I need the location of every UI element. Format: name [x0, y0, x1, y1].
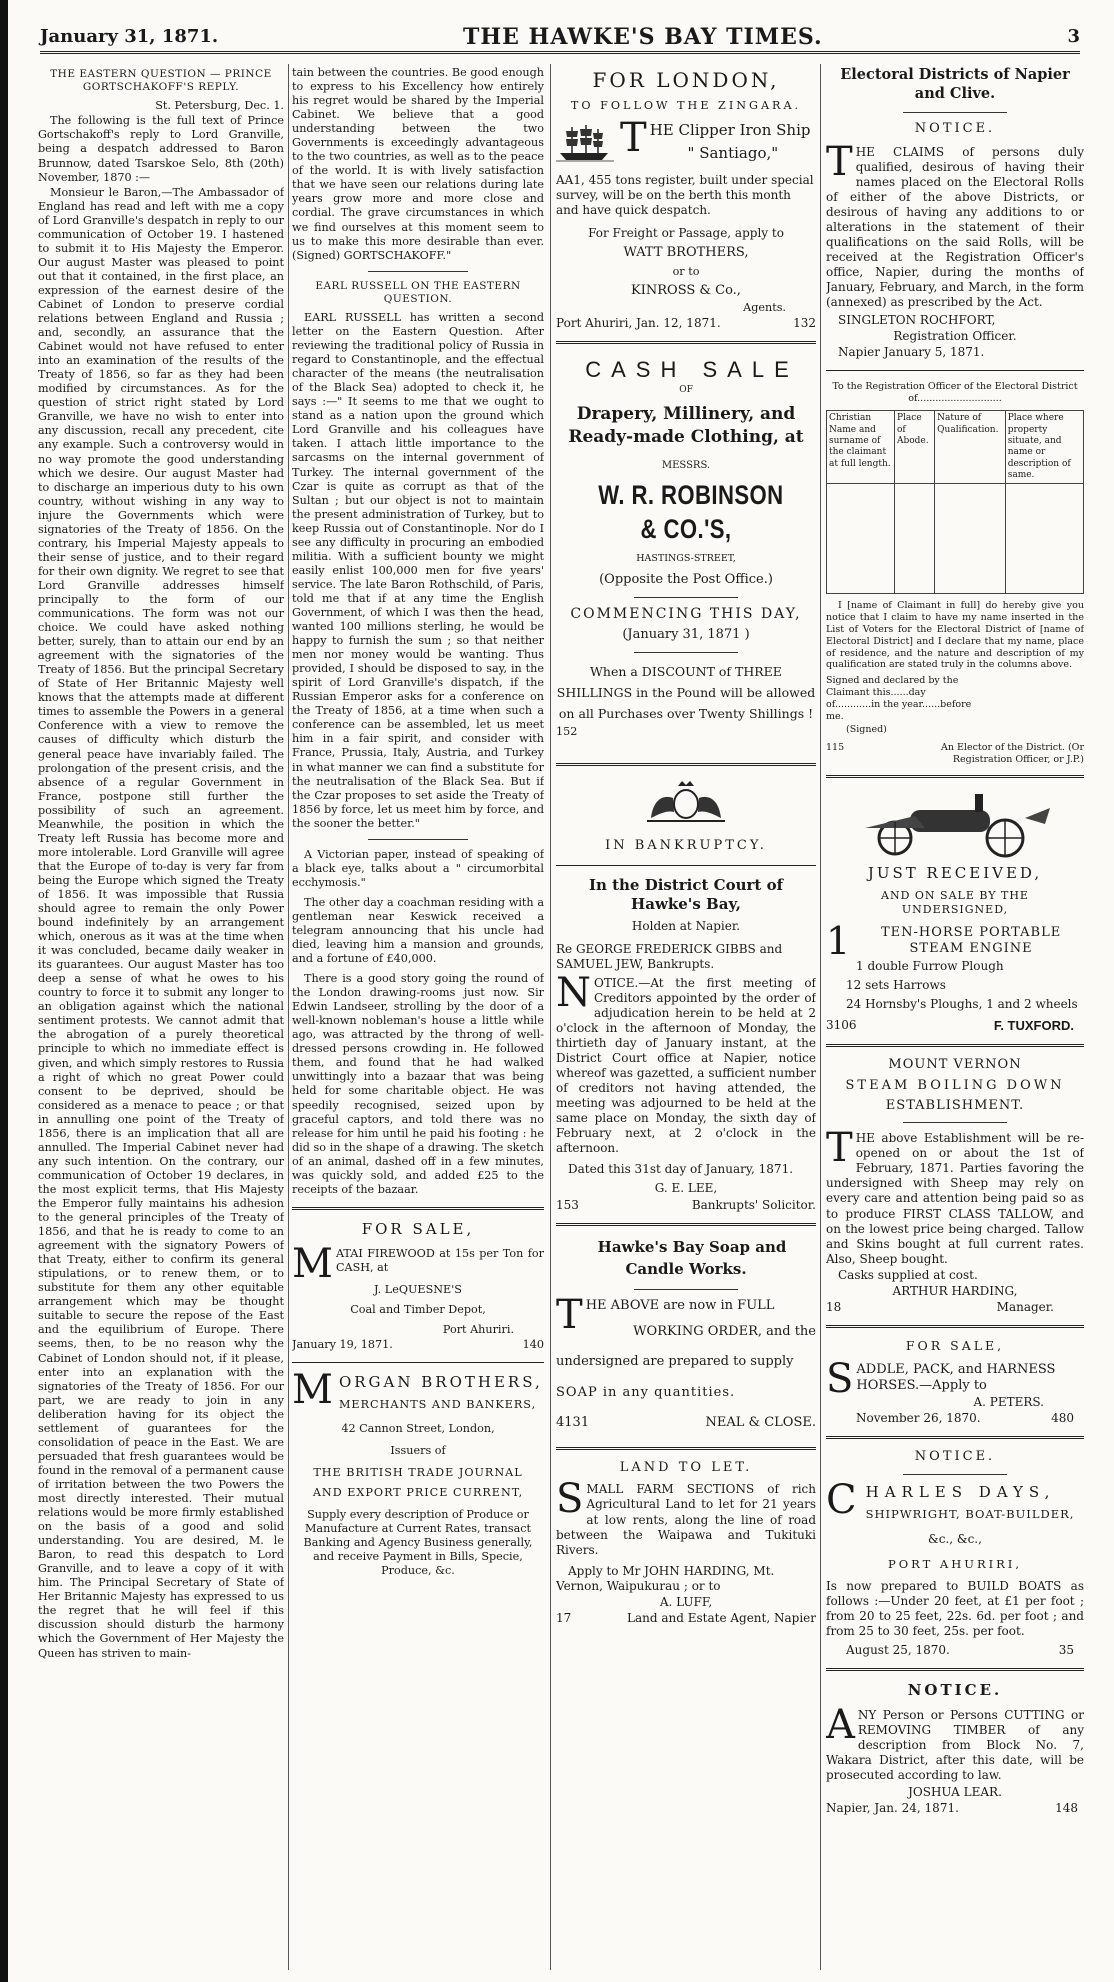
article-paragraph: EARL RUSSELL has written a second letter on the Eastern Question. After reviewing the traditional policy of Russia in regard to Constantinople, and the effectual character of the means (the neutralisation of the Black Sea) adopted to check it, he says :—" It seems to me that we ought to stand as a nation upon the ground which Lord Granville and his colleagues have taken. I attach little importance to the sarcasms on the internal government of Turkey. The internal government of the Czar is quite as corrupt as that of the Sultan ; but our object is not to maintain the present administration of Turkey, but to keep Russia out of Constantinople. Nor do I see any difficulty in procuring an embodied militia. With a sufficient bounty we might easily enlist 100,000 men for five years' service. The late Baron Rothschild, of Paris, told me that if at any time the English Government, of which I was then the head, wanted 100 millions sterling, he would be happy to furnish the sum ; so that neither men nor money would be wanting. Thus provided, I should be disposed to say, in the spirit of Lord Granville's dispatch, if the Russian Emperor asks for a conference on the Treaty of 1856, at a time when such a conference can be assembled, let us meet him in a fair spirit, and consider with France, Prussia, Italy, Austria, and Turkey in what manner we can find a substitute for the neutralisation of the Black Sea. But if the Czar proposes to set aside the Treaty of 1856 by force, let us meet him by force, and the sooner the better." [292, 311, 544, 830]
divider [826, 775, 1084, 778]
ad-number: 148 [1055, 1800, 1078, 1815]
drop-cap: C [826, 1476, 863, 1523]
ad-body [826, 1125, 1084, 1266]
ad-line: &c., &c., [928, 1531, 982, 1546]
drop-cap: T [826, 1125, 853, 1172]
ad-number: 3106 [826, 1018, 857, 1033]
divider [826, 1668, 1084, 1671]
ad-line: Issuers of [390, 1443, 446, 1457]
divider [903, 112, 1006, 113]
ad-date: August 25, 1870. [846, 1643, 950, 1658]
ad-number: 17 [556, 1610, 572, 1625]
form-text: I [name of Claimant in full] do hereby give you notice that I claim to have my name inserted in the List of Voters for the Electoral District of [name of Electoral District] and I declare that my name, place of residence, and the nature and description of my qualification are stated truly in the columns above. [826, 600, 1084, 671]
ad-line: Holden at Napier. [631, 918, 741, 933]
ad-footer [556, 1415, 816, 1431]
divider [634, 652, 738, 653]
ad-line: JOSHUA LEAR. [908, 1784, 1002, 1799]
ad-date: Port Ahuriri, Jan. 12, 1871. [556, 315, 721, 330]
divider [292, 1207, 544, 1210]
drop-cap: T [620, 115, 647, 162]
column-1 [38, 66, 284, 1970]
divider [826, 370, 1084, 371]
ad-body [292, 1240, 544, 1287]
ad-text: F. TUXFORD. [993, 1018, 1074, 1034]
ad-line: 12 sets Harrows [846, 977, 946, 992]
shop-name: W. R. ROBINSON & CO.'S, [598, 479, 784, 544]
drop-cap: T [556, 1291, 583, 1338]
column-divider [288, 64, 289, 1970]
ad-text: OTICE.—At the first meeting of Creditors appointed by the order of adjudication herein to be held at 2 o'clock in the afternoon of Monday, the thirtieth day of January instant, at the District Court office at Napier, notice whereof was gazetted, a sufficient number of creditors not having attended, the meeting was adjourned to be held at the same place on Monday, the sixth day of February next, at 2 o'clock in the afternoon. [556, 975, 816, 1156]
ad-line: SINGLETON ROCHFORT, [838, 312, 996, 327]
ad-line: Dated this 31st day of January, 1871. [568, 1162, 794, 1177]
table-cell [935, 484, 1006, 594]
ad-heading: STEAM BOILING DOWN [845, 1077, 1065, 1093]
article-paragraph: Monsieur le Baron,—The Ambassador of England has read and left with me a copy of Lord Granville's despatch in reply to our communication of October 19. I hastened to submit it to His Majesty the Emperor. Our august Master was pleased to point out that it contained, in the first place, an expression of the earnest desire of the Cabinet of London to preserve cordial relations between England and Russia ; and, secondly, an assurance that the Cabinet would not have refused to enter into an examination of the results of the Treaty of 1856, so far as they had been modified by circumstances. As for the question of strict right stated by Lord Granville, we have no wish to enter into any discussion, recall any precedent, cite any example. Such a controversy would in no way promote the good understanding which we desire. Our august Master had to discharge an imperious duty to his own country, without wishing in any way to injure the Governments which were signatories of the Treaty of 1856. On the contrary, his Imperial Majesty appeals to their sense of justice, and to their regard for their own dignity. We regret to see that Lord Granville addresses himself principally to the form of our communications. The form was not our choice. We could have asked nothing better, surely, than to attain our end by an agreement with the signatories of the Treaty of 1856. But the principal Secretary of State of Her Britannic Majesty well knows that the attempts made at different times to assemble the Powers in a general Conference with a view to remove the causes of difficulty which disturb the general peace have invariably failed. The prolongation of the present crisis, and the absence of a regular Government in France, postpone still further the possibility of such an agreement. Meanwhile, the position in which the Treaty left Russia has become more and more intolerable. Lord Granville will agree that the Europe of to-day is very far from being the Europe which signed the Treaty of 1856. It was impossible that Russia should agree to remain the only Power bound indefinitely by an arrangement which, onerous as it was at the time when it was concluded, became daily weaker in its guarantees. Our august Master has too deep a sense of what he owes to his country to force it to submit any longer to an obligation against which the national sentiment protests. We cannot admit that the abrogation of a purely theoretical principle to which no immediate effect is given, and which simply restores to Russia a right of which no great Power could consent to be deprived, should be considered as a menace to peace ; or that in annulling one point of the Treaty of 1856, there is an implication that all are annulled. The Imperial Cabinet never had any such intention. On the contrary, our communication of October 19 declares, in the most explicit terms, that His Majesty the Emperor fully maintains his adhesion to the general principles of the Treaty of 1856, and that he is ready to come to an agreement with the signatory Powers of that Treaty, either to confirm its general stipulations, or to renew them, or to substitute for them any other equitable arrangement which may be thought suitable to secure the repose of the East and the equilibrium of Europe. There seems, then, to be no reason why the Cabinet of London should not, if it please, enter into an explanation with the signatories of the Treaty of 1856. For our part, we are ready to join in any deliberation having for its object the settlement of guarantees for the consolidation of peace in the East. We are persuaded that fresh guarantees would be found in the removal of a permanent cause of irritation between the two Powers the most directly interested. Their mutual relations would be more firmly established on the basis of a good and solid understanding. You are desired, M. le Baron, to read this despatch to Lord Granville, and to leave a copy of it with him. The Principal Secretary of State of Her Britannic Majesty has expressed to us the regret that he will feel if this discussion should disturb the harmony which the Government of Her Majesty the Queen has striven to main- [38, 185, 284, 1660]
ad-line: 42 Cannon Street, London, [341, 1421, 495, 1435]
ad-text: HE Clipper Iron Ship [649, 121, 811, 140]
column-4 [826, 66, 1084, 1970]
ad-text: ADDLE, PACK, and HARNESS HORSES.—Apply to [856, 1361, 1056, 1393]
ad-number: 18 [826, 1299, 842, 1314]
table-header: Christian Name and surname of the claimant at full length. [827, 411, 895, 484]
ad-body [826, 1702, 1084, 1783]
ad-body: Is now prepared to BUILD BOATS as follows :—Under 20 feet, at £1 per foot ; from 20 to 25 feet, 22s. 6d. per foot ; and from 25 to 30 feet, 25s. per foot. [826, 1579, 1084, 1639]
table-cell [894, 484, 934, 594]
drop-cap: T [826, 139, 853, 185]
divider [556, 341, 816, 344]
ad-number: 153 [556, 1197, 579, 1212]
ad-line: Re GEORGE FREDERICK GIBBS and SAMUEL JEW, Bankrupts. [556, 941, 783, 971]
divider [826, 1325, 1084, 1328]
divider [826, 1436, 1084, 1439]
news-item: The other day a coachman residing with a gentleman near Keswick received a telegram announcing that his uncle had died, leaving him a mansion and grounds, and a fortune of £40,000. [292, 895, 544, 966]
ad-line: COMMENCING THIS DAY, [570, 605, 802, 622]
ad-date: January 19, 1871. [292, 1337, 393, 1351]
divider [368, 839, 469, 840]
divider [556, 1447, 816, 1450]
ad-heading: NOTICE. [914, 120, 996, 136]
ad-line: Coal and Timber Depot, [350, 1302, 486, 1316]
ad-line: Casks supplied at cost. [838, 1267, 978, 1282]
ad-line: HASTINGS-STREET, [636, 552, 736, 564]
ad-text: Bankrupts' Solicitor. [691, 1197, 816, 1212]
ad-text: MALL FARM SECTIONS of rich Agricultural Land to let for 21 years at low rents, along the line of road between the Waipawa and Tukituki Rivers. [556, 1482, 816, 1557]
ad-line: 24 Hornsby's Ploughs, 1 and 2 wheels [846, 996, 1078, 1011]
drop-cap: S [556, 1476, 584, 1523]
ad-line: A. PETERS. [973, 1395, 1044, 1410]
ad-text: TEN-HORSE PORTABLE STEAM ENGINE [880, 924, 1062, 957]
ad-heading: Electoral Districts of Napier and Clive. [840, 66, 1070, 102]
ad-text: HE CLAIMS of persons duly qualified, desirous of having their names placed on the Electoral Rolls of either of the above Districts, or desirous of having any additions to or alterations in the statement of their qualifications on the said Rolls, will be received at the Registration Officer's office, Napier, during the months of January, February, and March, in the form (annexed) as prescribed by the Act. [826, 145, 1084, 310]
ad-heading: FOR LONDON, [592, 68, 780, 92]
ad-heading: MOUNT VERNON [888, 1057, 1022, 1073]
article-heading: EARL RUSSELL ON THE EASTERN QUESTION. [315, 279, 521, 305]
ad-line: ARTHUR HARDING, [892, 1283, 1018, 1298]
form-heading: To the Registration Officer of the Electoral District of............................ [832, 380, 1078, 404]
ad-text: HE above Establishment will be re-opened on or about the 1st of February, 1871. Parties favoring the undersigned with Sheep may rely on every care and attention being paid so as to produce FIRST CLASS TALLOW, and on the lowest price being charged. Tallow and Skins bought at full current rates. Also, Sheep bought. [826, 1131, 1084, 1266]
divider [556, 1223, 816, 1226]
ad-line: undersigned are prepared to supply [556, 1354, 794, 1370]
ad-body: AA1, 455 tons register, built under special survey, will be on the berth this month and have quick despatch. [556, 172, 814, 217]
ad-text: NY Person or Persons CUTTING or REMOVING TIMBER of any description from Block No. 7, Wakara District, after this date, will be prosecuted according to law. [826, 1708, 1084, 1783]
steam-engine-icon [855, 788, 1055, 858]
ad-footer [826, 1411, 1084, 1426]
ad-line: (Opposite the Post Office.) [599, 572, 773, 588]
ad-line: Apply to Mr JOHN HARDING, Mt. Vernon, Waipukurau ; or to [556, 1563, 775, 1593]
ad-line: Supply every description of Produce or Manufacture at Current Rates, transact Banking and Agency Business generally, and receive Payment in Bills, Specie, Produce, &c. [303, 1508, 533, 1578]
ad-footer [556, 1611, 816, 1626]
ad-heading: NOTICE. [914, 1449, 996, 1465]
divider [634, 597, 738, 598]
ad-line: WATT BROTHERS, [623, 244, 749, 260]
ad-text: HE ABOVE are now in FULL [585, 1297, 775, 1313]
table-header: Place of Abode. [894, 411, 934, 484]
divider [903, 1122, 1006, 1123]
ad-line: PORT AHURIRI, [887, 1556, 1023, 1571]
ad-heading: LAND TO LET. [619, 1460, 753, 1476]
drop-cap: M [292, 1240, 333, 1287]
ad-text: HARLES DAYS, [865, 1482, 1056, 1501]
ad-text: ORGAN BROTHERS, [338, 1372, 543, 1391]
ad-line: J. LeQUESNE'S [374, 1282, 462, 1296]
engine-line [826, 918, 1084, 963]
ad-text: ATAI FIREWOOD at 15s per Ton for CASH, at [335, 1246, 544, 1274]
news-item: There is a good story going the round of the London drawing-rooms just now. Sir Edwin Landseer, strolling by the door of a well-known nobleman's house a little while ago, was attracted by the throng of well-dressed persons crowding in. He followed them, and found that he had walked unwittingly into a bazaar that was being held for some charitable object. He was speedily recognised, seized upon by graceful captors, and told there was no release for him until he paid his footing : he did so in the shape of a drawing. The sketch of an animal, dashed off in a few minutes, was quickly sold, and added £25 to the receipts of the bazaar. [292, 972, 544, 1196]
ad-line: (January 31, 1871 ) [622, 627, 750, 643]
ad-number: 4131 [556, 1414, 590, 1430]
ad-text: Manager. [996, 1299, 1054, 1314]
ad-line: For Freight or Passage, apply to [588, 225, 784, 240]
ad-line: or to [672, 265, 700, 279]
ad-line: KINROSS & Co., [631, 283, 741, 299]
article-heading: THE EASTERN QUESTION — PRINCE GORTSCHAKOFF'S REPLY. [50, 68, 272, 94]
ad-line: SOAP in any quantities. [556, 1384, 736, 1400]
ad-line: Agents. [743, 300, 786, 314]
ad-date: Napier, Jan. 24, 1871. [826, 1800, 959, 1815]
ad-footer [556, 316, 816, 331]
ad-heading: CASH SALE [585, 356, 799, 382]
divider [903, 1474, 1006, 1475]
masthead-title: THE HAWKE'S BAY TIMES. [462, 23, 823, 50]
table-cell [1005, 484, 1083, 594]
ad-footer [826, 1643, 1084, 1658]
ad-line: G. E. LEE, [654, 1181, 718, 1196]
page-number: 3 [1067, 26, 1080, 47]
ad-heading: FOR SALE, [361, 1219, 475, 1238]
ship-icon [556, 123, 614, 163]
ad-heading: Hawke's Bay Soap and Candle Works. [597, 1237, 787, 1279]
ad-line: Napier January 5, 1871. [838, 344, 985, 359]
ad-number: 132 [793, 315, 816, 330]
ad-line: THE BRITISH TRADE JOURNAL [313, 1465, 523, 1479]
table-header: Nature of Qualification. [935, 411, 1006, 484]
masthead-date: January 31, 1871. [40, 26, 219, 47]
drop-cap: M [292, 1366, 336, 1413]
ad-body [556, 969, 816, 1157]
ad-line: AND EXPORT PRICE CURRENT, [312, 1485, 524, 1499]
ad-heading: JUST RECEIVED, [867, 864, 1043, 883]
form-text: Signed and declared by the Claimant this......day of............in the year......before me. [826, 675, 972, 722]
form-text: (Signed) [846, 723, 887, 735]
divider [556, 865, 816, 866]
divider [292, 1362, 544, 1363]
ad-number: 152 [556, 725, 578, 739]
page-edge [0, 0, 8, 1982]
ad-text: An Elector of the District. (Or Registration Officer, or J.P.) [941, 741, 1084, 765]
dateline: St. Petersburg, Dec. 1. [155, 99, 284, 113]
column-2 [292, 66, 544, 1970]
ad-line: Port Ahuriri. [442, 1322, 514, 1336]
ad-body [826, 139, 1084, 311]
ad-line: OF [679, 385, 693, 396]
divider [556, 763, 816, 766]
divider [826, 1044, 1084, 1047]
ad-line: MERCHANTS AND BANKERS, [338, 1397, 537, 1411]
ad-heading: In the District Court of Hawke's Bay, [588, 875, 784, 914]
ad-footer [292, 1338, 544, 1352]
ad-number: 480 [1051, 1411, 1074, 1426]
divider [634, 1289, 738, 1290]
ad-text: Land and Estate Agent, Napier [627, 1610, 816, 1625]
ad-line: A. LUFF, [659, 1594, 713, 1609]
table-cell [827, 484, 895, 594]
ad-heading: Drapery, Millinery, and Ready-made Clothing, at [568, 403, 804, 448]
article-paragraph: The following is the full text of Prince Gortschakoff's reply to Lord Granville, being a despatch addressed to Baron Brunnow, dated Tsarskoe Selo, 8th (20th) November, 1870 :— [38, 114, 284, 184]
ship-name: " Santiago," [687, 143, 779, 162]
ad-heading: IN BANKRUPTCY. [605, 838, 767, 854]
ad-footer [826, 1018, 1084, 1034]
ad-number: 140 [522, 1337, 544, 1351]
column-divider [820, 64, 821, 1970]
ad-line: MESSRS. [661, 460, 711, 472]
drop-cap: N [556, 969, 591, 1016]
drop-cap: 1 [826, 918, 851, 963]
divider [368, 271, 469, 272]
ad-line: AND ON SALE BY THE UNDERSIGNED, [881, 889, 1029, 917]
ad-date: November 26, 1870. [856, 1411, 981, 1426]
ad-text: NEAL & CLOSE. [705, 1414, 816, 1430]
table-header: Place where property situate, and name or description of same. [1005, 411, 1083, 484]
article-paragraph: tain between the countries. Be good enough to express to his Excellency how entirely his regret would be shared by the Imperial Cabinet. We believe that a good understanding between the two Governments is exceedingly advantageous to the two countries, as well as to the peace of the world. It is with lively satisfaction that we have seen our relations during late years grow more and more close and cordial. The grave circumstances in which we find ourselves at this moment seem to us to make this more desirable than ever. (Signed) GORTSCHAKOFF." [292, 66, 544, 262]
drop-cap: S [826, 1355, 854, 1402]
ad-footer [556, 1198, 816, 1213]
ad-footer [826, 742, 1084, 766]
column-3 [556, 66, 816, 1970]
ad-heading: FOR SALE, [905, 1337, 1005, 1353]
column-divider [550, 64, 551, 1970]
news-item: A Victorian paper, instead of speaking of a black eye, talks about a " circumorbital ecchymosis." [292, 847, 544, 889]
ad-body: When a DISCOUNT of THREE SHILLINGS in the Pound will be allowed on all Purchases over Twenty Shillings ! [556, 663, 816, 722]
ad-body [556, 1476, 816, 1557]
ad-heading: ESTABLISHMENT. [885, 1097, 1025, 1113]
ad-footer [826, 1300, 1084, 1315]
ad-body [826, 1355, 1084, 1402]
ad-line: WORKING ORDER, and the [633, 1323, 816, 1339]
ad-subheading: TO FOLLOW THE ZINGARA. [570, 99, 802, 113]
registration-form-table [826, 410, 1084, 594]
masthead [40, 22, 1080, 54]
drop-cap: A [826, 1702, 855, 1749]
ad-heading: NOTICE. [907, 1681, 1003, 1700]
ad-footer [826, 1801, 1084, 1816]
ad-number: 115 [826, 741, 845, 753]
royal-crest-icon [643, 778, 729, 824]
ad-line: 1 double Furrow Plough [856, 958, 1004, 973]
ad-line: Registration Officer. [893, 328, 1017, 343]
ad-number: 35 [1058, 1643, 1074, 1658]
ad-line: SHIPWRIGHT, BOAT-BUILDER, [865, 1507, 1075, 1522]
